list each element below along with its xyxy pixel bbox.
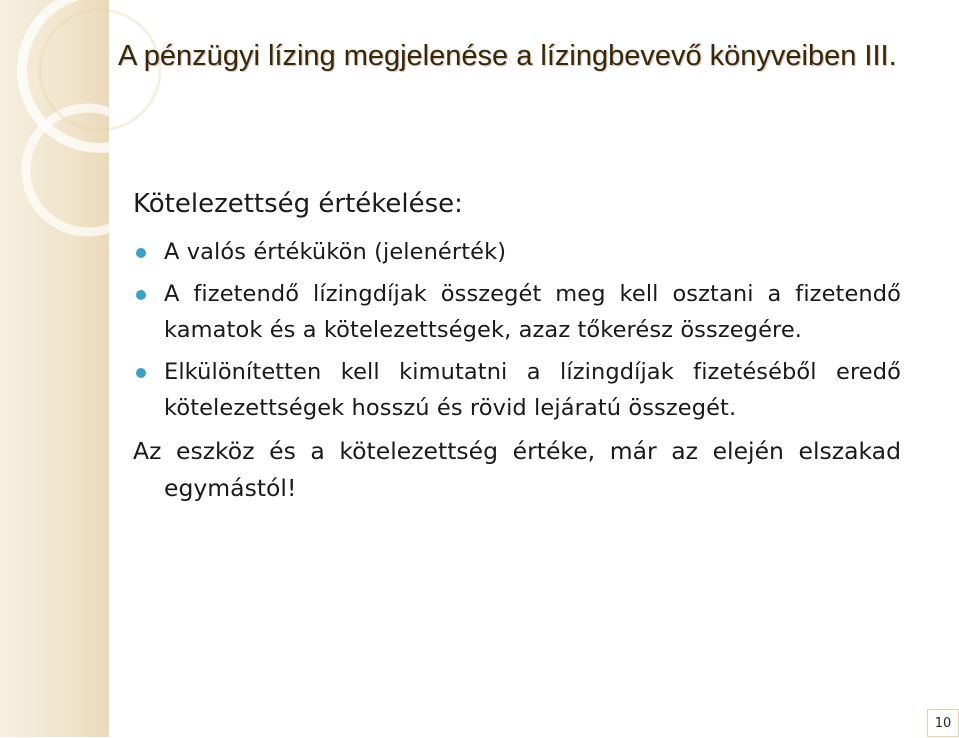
bullet-list <box>133 235 901 427</box>
section-heading: Kötelezettség értékelése: <box>133 189 463 219</box>
list-item-text: A fizetendő lízingdíjak összegét meg kell osztani a fizetendő kamatok és a kötelezettségek, azaz tőkerész összegére. <box>164 281 901 343</box>
list-item <box>133 235 901 271</box>
closing-statement: Az eszköz és a kötelezettség értéke, már az elején elszakad egymástól! <box>133 437 901 502</box>
bullet-dot-icon <box>136 290 146 300</box>
list-item <box>133 355 901 426</box>
slide-content <box>133 188 901 506</box>
bullet-dot-icon <box>136 368 146 378</box>
bullet-dot-icon <box>136 248 146 258</box>
page-number: 10 <box>927 709 959 737</box>
list-item-text: Elkülönítetten kell kimutatni a lízingdíjak fizetéséből eredő kötelezettségek hosszú és rövid lejáratú összegét. <box>164 359 901 421</box>
slide-title: A pénzügyi lízing megjelenése a lízingbevevő könyveiben III. <box>118 40 897 72</box>
list-item-text: A valós értékükön (jelenérték) <box>164 238 507 265</box>
list-item <box>133 277 901 348</box>
